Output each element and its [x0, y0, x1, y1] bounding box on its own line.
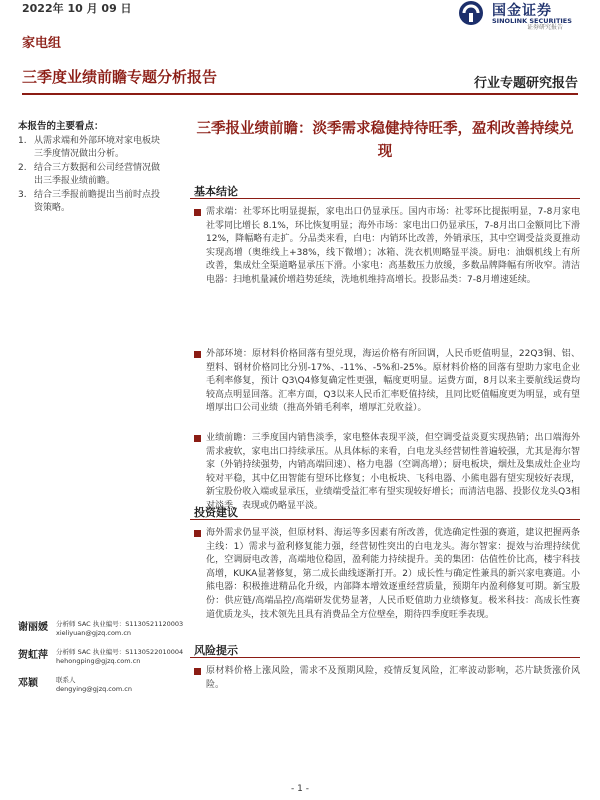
company-logo [458, 0, 588, 36]
risk-bullet [194, 665, 580, 692]
bullet-square-icon [194, 209, 201, 216]
industry-group: 家电组 [22, 36, 62, 51]
advice-bullet [194, 527, 580, 622]
sinolink-logo-icon [458, 0, 488, 26]
section-divider [190, 657, 580, 658]
main-content [190, 118, 580, 164]
key-point [18, 189, 168, 214]
section-heading-advice: 投资建议 [194, 506, 238, 519]
section-heading-risk: 风险提示 [194, 644, 238, 657]
bullet-text: 海外需求仍显平淡，但原材料、海运等多因素有所改善，优选确定性强的赛道，建议把握两条主线：1）需求与盈利修复能力强，经营韧性突出的白电龙头。海尔智家：提效与治理持续优化，空调厨电改善，高端地位稳固，盈利能力持续提升。美的集团：估值性价比高，楼宇科技高增，KUKA显著修复，第二成长曲线逐渐打开。2）成长性与确定性兼具的新兴家电赛道。小熊电器：积极推进精品化升级，内部降本增效逐重经营质量，预期年内盈利修复可期。新宝股份：供应链/高端品控/高端研发优势显著，人民币贬值助力业绩修复。极米科技：高成长性赛道优质龙头，技术领先且具有消费品全方位壁垒，期待四季度旺季表现。 [206, 528, 580, 620]
analyst-name: 贺虹萍 [18, 650, 48, 661]
bullet-text: 业绩前瞻：三季度国内销售淡季，家电整体表现平淡，但空调受益炎夏实现热销；出口端海外需求疲软，家电出口持续承压。从具体标的来看，白电龙头经营韧性普遍较强，尤其是海尔智家（外销持续强势，内销高端回速）、格力电器（空调高增）；厨电板块，烟灶及集成灶企业均较对平稳，其中亿田智能有望环比修复；小电板块、飞科电器、小熊电器有望实现较好表现，新宝股份收入端或显承压，业绩端受益汇率有望实现较好增长；而清洁电器、投影仪龙头Q3相对淡季，表现或仍略显平淡。 [206, 433, 580, 511]
bullet-square-icon [194, 530, 201, 537]
conclusion-bullet-environment [194, 348, 580, 416]
key-point-number: 3. [18, 190, 27, 200]
bullet-square-icon [194, 351, 201, 358]
section-heading-conclusion: 基本结论 [194, 185, 238, 198]
analyst-name: 邓颖 [18, 678, 38, 689]
key-point-number: 1. [18, 136, 27, 146]
analyst-cert: 联系人 [56, 676, 76, 684]
key-points-sidebar [18, 118, 168, 216]
bullet-text: 外部环境：原材料价格回落有望兑现，海运价格有所回调，人民币贬值明显，22Q3铜、铝、塑料、钢材价格同比分别-17%、-11%、-5%和-25%。原材料价格的回落有望助力家电企业毛利率修复，预计 Q3\Q4修复确定性更强，幅度更明显。运费方面，8月以来主要航线运费均较高点明显回落。汇率方面，Q3以来人民币汇率贬值持续，且同比贬值幅度更为明显，或有望增厚出口公司业绩（推高外销毛利率，增厚汇兑收益）。 [206, 349, 580, 414]
analyst-email[interactable]: xieliyuan@gjzq.com.cn [56, 629, 132, 637]
key-point-text: 结合三季报前瞻提出当前时点投资策略。 [34, 190, 161, 213]
analyst-cert: 分析师 SAC 执业编号：S1130521120003 [56, 620, 184, 628]
page-number: - 1 - [291, 784, 309, 794]
key-point [18, 162, 168, 187]
logo-name-en: SINOLINK SECURITIES [492, 17, 572, 25]
section-divider [190, 198, 580, 199]
section-divider [190, 519, 580, 520]
bullet-square-icon [194, 668, 201, 675]
analyst-cert: 分析师 SAC 执业编号：S1130522010004 [56, 648, 184, 656]
key-point-number: 2. [18, 163, 27, 173]
analyst-email[interactable]: dengying@gjzq.com.cn [56, 685, 132, 693]
analyst-name: 谢丽媛 [18, 622, 48, 633]
main-title: 三季报业绩前瞻：淡季需求稳健持待旺季，盈利改善持续兑现 [196, 121, 574, 160]
analyst-email[interactable]: hehongping@gjzq.com.cn [56, 657, 141, 665]
key-points-list [18, 135, 168, 214]
logo-name-cn: 国金证券 [492, 3, 552, 19]
bullet-text: 原材料价格上涨风险，需求不及预期风险，疫情反复风险，汇率波动影响，芯片缺货涨价风险。 [206, 666, 580, 690]
report-date: 2022年 10 月 09 日 [22, 2, 132, 15]
key-point-text: 从需求端和外部环境对家电板块三季度情况做出分析。 [34, 136, 161, 159]
bullet-square-icon [194, 435, 201, 442]
logo-tagline: 证券研究报告 [527, 24, 564, 31]
report-title: 三季度业绩前瞻专题分析报告 [22, 68, 218, 86]
title-divider [22, 93, 578, 95]
key-point [18, 135, 168, 160]
key-points-heading: 本报告的主要看点： [18, 121, 104, 132]
key-point-text: 结合三方数据和公司经营情况做出三季报业绩前瞻。 [34, 163, 161, 186]
bullet-text: 需求端：社零环比明显提振，家电出口仍显承压。国内市场：社零环比提振明显，7-8月家电社零同比增长 8.1%，环比恢复明显；海外市场：家电出口仍显承压，7-8月出口金额同比下滑 12%，降幅略有走扩。分品类来看，白电：内销环比改善，外销承压，其中空调受益炎夏推动实现高增（奥维线上+38%，线下微增）；冰箱、洗衣机则略显平淡。厨电：油烟机线上有所改善，集成灶全渠道略显承压下滑。小家电：高基数压力放缓，多数品牌降幅有所收窄。清洁电器：扫地机量减价增趋势延续，洗地机维持高增长。投影品类：7-8月增速延续。 [206, 207, 580, 285]
conclusion-bullet-earnings [194, 432, 580, 514]
conclusion-bullet-demand [194, 206, 580, 288]
report-type: 行业专题研究报告 [473, 76, 578, 91]
